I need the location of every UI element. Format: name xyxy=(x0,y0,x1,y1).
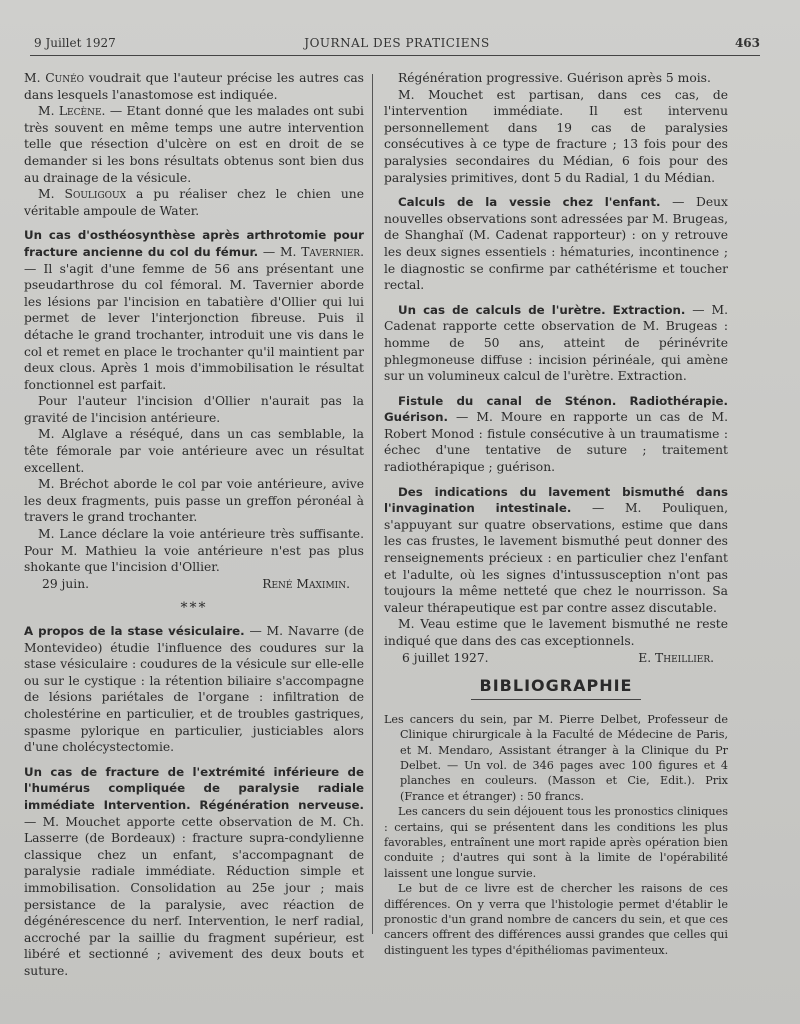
paragraph: M. Cunéo voudrait que l'auteur précise les autres cas dans lesquels l'anastomose est indiquée. xyxy=(24,71,364,102)
signature-line xyxy=(384,650,728,667)
section-paragraph: Calculs de la vessie chez l'enfant. — Deux nouvelles observations sont adressées par M. Brugeas, de Shanghaï (M. Cadenat rapporteur) : on y retrouve les deux signes essentiels : hématuries, incontinence ; le diagnostic se confirme par cathétérisme et toucher rectal. xyxy=(384,195,728,293)
header-divider xyxy=(30,55,760,56)
section-title: Calculs de la vessie chez l'enfant. xyxy=(398,195,661,210)
section-title: Un cas de calculs de l'urètre. Extraction. xyxy=(398,302,686,317)
section-fracture-humerus xyxy=(24,764,364,980)
section-title: Fistule du canal de Sténon. Radiothérapie. Guérison. xyxy=(384,393,728,425)
section-paragraph: A propos de la stase vésiculaire. — M. Navarre (de Montevideo) étudie l'influence des coudures sur la stase vésiculaire : coudures de la vésicule sur elle-elle ou sur le cystique : la rétention biliaire s'accompagne de lésions pariétales de l'organe : infiltration de cholestérine en particulier, et de troubles gastriques, spasme pylorique en particulier, justiciables alors d'une cholécystectomie. xyxy=(24,624,364,755)
signature-date: 6 juillet 1927. xyxy=(402,650,489,665)
right-column xyxy=(384,70,728,958)
section-osteosynthese xyxy=(24,227,364,592)
section-title: A propos de la stase vésiculaire. xyxy=(24,624,245,638)
section-stase xyxy=(24,623,364,756)
bibliography-entry xyxy=(384,712,728,959)
section-paragraph: Des indications du lavement bismuthé dans l'invagination intestinale. — M. Pouliquen, s'appuyant sur quatre observations, estime que dans les cas frustes, le lavement bismuthé peut donner des renseignements précieux : en particulier chez l'enfant et l'adulte, où les signes d'intussusception n'ont pas toujours la même netteté que chez le nourrisson. Sa valeur thérapeutique est par contre assez discutable. xyxy=(384,484,728,615)
section-calculs-vessie xyxy=(384,194,728,294)
section-paragraph: Un cas de fracture de l'extrémité inférieure de l'humérus compliquée de paralysie radiale immédiate Intervention. Régénération nerveuse. — M. Mouchet apporte cette observation de M. Ch. Lasserre (de Bordeaux) : fracture supra-condylienne classique chez un enfant, s'accompagnant de paralysie radiale immédiate. Réduction simple et immobilisation. Consolidation au 25e jour ; mais persistance de la paralysie, avec réaction de dégénérescence du nerf. Intervention, le nerf radial, accroché par la saillie du fragment supérieur, est libéré et sectionné ; avivement des deux bouts et suture. xyxy=(24,764,364,978)
paragraph: Les cancers du sein déjouent tous les pronostics cliniques : certains, qui se présentent dans les conditions les plus favorables, entraînent une mort rapide après opération bien conduite ; d'autres qui sont à la limite de l'opérabilité laissent une longue survie. xyxy=(384,805,728,880)
section-paragraph: Fistule du canal de Sténon. Radiothérapie. Guérison. — M. Moure en rapporte un cas de M. Robert Monod : fistule consécutive à un traumatisme : échec d'une tentative de suture ; traitement radiothérapique ; guérison. xyxy=(384,393,728,475)
paragraph: Le but de ce livre est de chercher les raisons de ces différences. On y verra que l'histologie permet d'établir le pronostic d'un grand nombre de cancers du sein, et que ces cancers offrent des différences aussi grandes que celles qui distinguent les types d'épithéliomas pavimenteux. xyxy=(384,882,728,957)
column-divider xyxy=(372,74,373,934)
bibliography-heading: BIBLIOGRAPHIE xyxy=(479,676,633,696)
paragraph: M. Lecène. — Etant donné que les malades ont subi très souvent en même temps une autre intervention telle que résection d'ulcère on est en droit de se demander si les bons résultats obtenus sont bien dus au drainage de la vésicule. xyxy=(24,104,364,185)
paragraph: M. Bréchot aborde le col par voie antérieure, avive les deux fragments, puis passe un greffon péronéal à travers le grand trochanter. xyxy=(24,477,364,525)
signature-name: E. Theillier. xyxy=(638,650,714,665)
paragraph: Pour l'auteur l'incision d'Ollier n'aurait pas la gravité de l'incision antérieure. xyxy=(24,394,364,425)
section-title: Des indications du lavement bismuthé dans l'invagination intestinale. xyxy=(384,484,728,516)
paragraph: M. Souligoux a pu réaliser chez le chien une véritable ampoule de Water. xyxy=(24,187,364,218)
paragraph: M. Veau estime que le lavement bismuthé ne reste indiqué que dans des cas exceptionnels. xyxy=(384,617,728,648)
paragraph: Régénération progressive. Guérison après 5 mois. xyxy=(398,71,711,85)
bibliography-rule xyxy=(471,699,641,700)
page-header xyxy=(34,36,760,54)
section-title: Un cas de fracture de l'extrémité inférieure de l'humérus compliquée de paralysie radiale immédiate Intervention. Régénération nerveuse. xyxy=(24,764,364,812)
paragraph: M. Alglave a réséqué, dans un cas semblable, la tête fémorale par voie antérieure avec un résultat excellent. xyxy=(24,427,364,475)
journal-title: JOURNAL DES PRATICIENS xyxy=(304,36,490,50)
section-title: Un cas d'osthéosynthèse après arthrotomie pour fracture ancienne du col du fémur. xyxy=(24,228,364,259)
left-column xyxy=(24,70,364,979)
paragraph: M. Mouchet est partisan, dans ces cas, de l'intervention immédiate. Il est intervenu personnellement dans 19 cas de paralysies consécutives à ce type de fracture ; 13 fois pour des paralysies secondaires du Médian, 6 fois pour des paralysies primitives, dont 5 du Radial, 1 du Médian. xyxy=(384,87,728,185)
paragraph: M. Lance déclare la voie antérieure très suffisante. Pour M. Mathieu la voie antérieure n'est pas plus shokante que l'incision d'Ollier. xyxy=(24,527,364,575)
page-number: 463 xyxy=(734,36,760,50)
section-separator: *** xyxy=(180,600,208,617)
section-fistule xyxy=(384,393,728,476)
book-reference: Les cancers du sein, par M. Pierre Delbet, Professeur de Clinique chirurgicale à la Faculté de Médecine de Paris, et M. Mendaro, Assistant étranger à la Clinique du Pr Delbet. — Un vol. de 346 pages avec 100 figures et 4 planches en couleurs. (Masson et Cie, Edit.). Prix (France et étranger) : 50 francs. xyxy=(384,712,728,803)
signature-date: 29 juin. xyxy=(42,576,90,591)
signature-name: René Maximin. xyxy=(262,576,350,591)
signature-line xyxy=(24,576,364,593)
section-paragraph: Un cas d'osthéosynthèse après arthrotomie pour fracture ancienne du col du fémur. — M. Tavernier. — Il s'agit d'une femme de 56 ans présentant une pseudarthrose du col fémoral. M. Tavernier aborde les lésions par l'incision en tabatière d'Ollier qui lui permet de lever l'interjonction fibreuse. Puis il détache le grand trochanter, introduit une vis dans le col et remet en place le trochanter qu'il maintient par deux clous. Après 1 mois d'immobilisation le résultat fonctionnel est parfait. xyxy=(24,228,364,392)
section-calculs-uretre xyxy=(384,302,728,385)
section-paragraph: Un cas de calculs de l'urètre. Extraction. — M. Cadenat rapporte cette observation de M. Brugeas : homme de 50 ans, atteint de périnévrite phlegmoneuse diffuse : incision périnéale, qui amène sur un volumineux calcul de l'urètre. Extraction. xyxy=(384,302,728,384)
section-lavement xyxy=(384,484,728,667)
header-date: 9 Juillet 1927 xyxy=(34,36,116,50)
